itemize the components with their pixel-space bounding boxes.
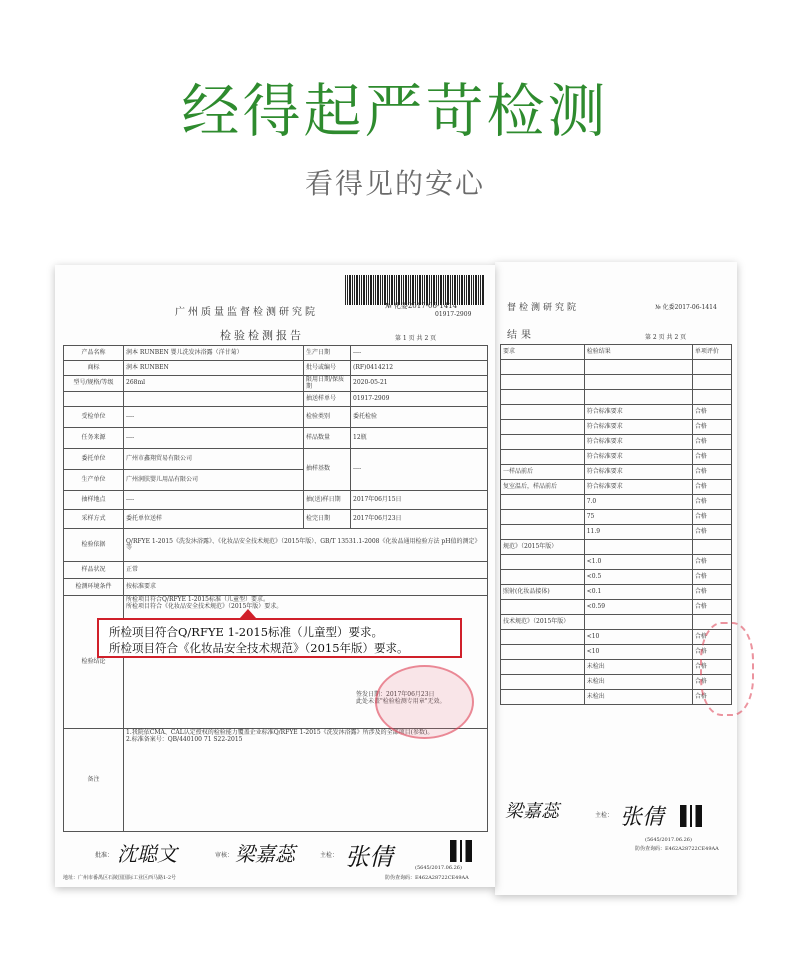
value-batch: (RF)0414212: [351, 361, 488, 376]
back-cell-item: 一样品前后: [501, 465, 585, 480]
back-cell-result: 符合标准要求: [584, 450, 692, 465]
back-cell-eval: 合格: [692, 495, 731, 510]
back-cell-eval: 合格: [692, 630, 731, 645]
label-env: 检测环境条件: [64, 579, 124, 596]
table-row: [501, 510, 732, 525]
label-sampling-method: 采样方式: [64, 510, 124, 529]
label-sample-base: 抽样基数: [304, 449, 351, 491]
value-check-type: 委托检验: [351, 407, 488, 428]
back-cell-result: [584, 390, 692, 405]
back-code-line: (5645/2017.06.26): [645, 837, 692, 843]
value-sample-state: 正常: [124, 562, 488, 579]
value-commissioner: 广州市鑫翔贸易有限公司: [124, 449, 304, 470]
chief-label: 主检：: [320, 852, 339, 859]
qr-code-icon: [450, 840, 472, 862]
reviewer-signature: 梁嘉蕊: [235, 842, 295, 866]
back-chief-label: 主检：: [595, 812, 614, 819]
back-cell-item: [501, 555, 585, 570]
back-cell-item: [501, 525, 585, 540]
table-row: [501, 570, 732, 585]
report-page-1: [55, 265, 495, 887]
back-cell-item: [501, 675, 585, 690]
back-cell-eval: 合格: [692, 525, 731, 540]
back-cell-eval: 合格: [692, 555, 731, 570]
back-cell-item: [501, 420, 585, 435]
back-cell-result: <10: [584, 645, 692, 660]
back-chief-signature: 张倩: [620, 805, 665, 830]
back-cell-eval: 合格: [692, 480, 731, 495]
label-sample-no: 抽送样单号: [304, 392, 351, 407]
table-row: [501, 390, 732, 405]
back-cell-eval: 合格: [692, 405, 731, 420]
back-cell-item: 技术规范》（2015年版）: [501, 615, 585, 630]
back-cell-result: 符合标准要求: [584, 420, 692, 435]
table-row: [501, 480, 732, 495]
label-product-name: 产品名称: [64, 346, 124, 361]
back-cell-eval: 合格: [692, 600, 731, 615]
back-cell-item: [501, 600, 585, 615]
back-cell-eval: 合格: [692, 465, 731, 480]
back-cell-item: [501, 660, 585, 675]
value-prod-date: ----: [351, 346, 488, 361]
back-cell-result: 符合标准要求: [584, 435, 692, 450]
front-report-sub-no: 01917-2909: [435, 311, 472, 318]
callout-pointer-icon: [240, 609, 256, 618]
small-conclusion-2: 所检项目符合《化妆品安全技术规范》（2015年版）要求。: [126, 602, 283, 610]
table-row: [501, 555, 732, 570]
callout-line-1: 所检项目符合Q/RFYE 1-2015标准（儿童型）要求。: [109, 625, 384, 639]
front-info-table: [63, 345, 488, 832]
table-row: [501, 405, 732, 420]
back-cell-item: [501, 690, 585, 705]
front-report-no: № 化委2017-06-1414: [385, 302, 458, 310]
table-row: [501, 450, 732, 465]
label-prod-date: 生产日期: [304, 346, 351, 361]
label-sampling-place: 抽样地点: [64, 491, 124, 510]
sign-date: 签发日期：2017年06月23日: [356, 691, 435, 699]
back-verify-line: 防伪查询码：E462A28722CE49AA: [635, 846, 719, 852]
back-cell-result: <0.59: [584, 600, 692, 615]
table-row: [501, 360, 732, 375]
small-conclusion-1: 所检项目符合Q/RFYE 1-2015标准（儿童型）要求。: [126, 596, 269, 604]
back-cell-item: [501, 570, 585, 585]
back-cell-eval: 合格: [692, 570, 731, 585]
reviewer-label: 审核：: [215, 852, 234, 859]
note-2: 2.标准备案号：QB/440100 71 S22-2015: [126, 735, 243, 743]
label-batch: 批号或编号: [304, 361, 351, 376]
back-cell-item: 规范》（2015年版）: [501, 540, 585, 555]
table-row: [501, 540, 732, 555]
label-model: 型号/规格/等级: [64, 376, 124, 392]
back-cell-eval: 合格: [692, 420, 731, 435]
label-client-unit: 受检单位: [64, 407, 124, 428]
back-cell-result: 75: [584, 510, 692, 525]
back-cell-eval: 合格: [692, 510, 731, 525]
label-commissioner: 委托单位: [64, 449, 124, 470]
label-task-source: 任务来源: [64, 428, 124, 449]
back-cell-eval: [692, 390, 731, 405]
back-seal-mark-icon: [700, 622, 754, 716]
label-basis: 检验依据: [64, 529, 124, 562]
back-cell-result: 符合标准要求: [584, 465, 692, 480]
back-cell-eval: [692, 360, 731, 375]
note-1: 1.我院依CMA、CAL认定授权的检验能力覆盖企业标准Q/RFYE 1-2015《洗发沐浴露》所涉及的全部项目(参数)。: [126, 729, 434, 737]
back-cell-result: 未检出: [584, 675, 692, 690]
back-cell-result: <10: [584, 630, 692, 645]
front-verify-line: 防伪查询码：E462A28722CE49AA: [385, 875, 469, 881]
back-head-req: 要求: [501, 345, 585, 360]
back-cell-item: [501, 405, 585, 420]
table-row: [501, 690, 732, 705]
back-page-info: 第 2 页 共 2 页: [645, 334, 687, 341]
label-expiry: 限用日期/保质期: [304, 376, 351, 392]
back-cell-item: [501, 450, 585, 465]
back-cell-result: 11.9: [584, 525, 692, 540]
front-institute: 广州质量监督检测研究院: [175, 307, 318, 318]
back-cell-item: [501, 390, 585, 405]
back-cell-eval: 合格: [692, 690, 731, 705]
back-cell-item: 复室温后，样品前后: [501, 480, 585, 495]
back-cell-eval: 合格: [692, 435, 731, 450]
back-qr-code-icon: [680, 805, 702, 827]
value-basis: Q/RFYE 1-2015《洗发沐浴露》、《化妆品安全技术规范》（2015年版）、GB/T 13531.1-2008《化妆品通用检验方法 pH值的测定》等: [124, 529, 488, 562]
table-row: [501, 525, 732, 540]
back-cell-eval: 合格: [692, 645, 731, 660]
table-row: [501, 465, 732, 480]
official-seal-icon: [375, 665, 474, 739]
chief-signature: 张倩: [345, 843, 393, 871]
table-row: [501, 645, 732, 660]
value-finish-date: 2017年06月23日: [351, 510, 488, 529]
label-receive-date: 抽(送)样日期: [304, 491, 351, 510]
value-brand: 润本 RUNBEN: [124, 361, 304, 376]
report-page-2: [495, 262, 737, 895]
back-cell-item: 照射(化妆品接体): [501, 585, 585, 600]
table-row: [501, 615, 732, 630]
back-cell-item: [501, 360, 585, 375]
back-cell-item: [501, 435, 585, 450]
back-report-no: № 化委2017-06-1414: [655, 304, 717, 311]
table-row: [501, 675, 732, 690]
back-cell-result: 7.0: [584, 495, 692, 510]
label-finish-date: 检完日期: [304, 510, 351, 529]
stamp-note: 此处未盖"检验检测专用章"无效。: [356, 697, 446, 705]
label-sample-state: 样品状况: [64, 562, 124, 579]
table-row: [501, 630, 732, 645]
value-sample-base: ----: [351, 449, 488, 491]
value-receive-date: 2017年06月15日: [351, 491, 488, 510]
back-cell-item: [501, 495, 585, 510]
value-producer: 广州润肤婴儿用品有限公司: [124, 470, 304, 491]
table-row: [501, 600, 732, 615]
value-model: 268ml: [124, 376, 304, 392]
value-sample-no: 01917-2909: [351, 392, 488, 407]
back-cell-result: <1.0: [584, 555, 692, 570]
front-code-line: (5645/2017.06.26): [415, 865, 462, 871]
approver-signature: 沈聪文: [117, 842, 177, 866]
value-task-source: ----: [124, 428, 304, 449]
back-cell-result: [584, 540, 692, 555]
back-cell-result: <0.1: [584, 585, 692, 600]
front-page-info: 第 1 页 共 2 页: [395, 335, 437, 342]
back-cell-item: [501, 510, 585, 525]
back-cell-eval: 合格: [692, 660, 731, 675]
label-conclusion: 检验结论: [64, 596, 124, 729]
back-cell-result: <0.5: [584, 570, 692, 585]
approver-label: 批准：: [95, 852, 114, 859]
back-cell-result: [584, 615, 692, 630]
back-cell-result: 未检出: [584, 660, 692, 675]
value-expiry: 2020-05-21: [351, 376, 488, 392]
back-institute: 督检测研究院: [507, 303, 580, 313]
table-row: [501, 495, 732, 510]
label-sample-qty: 样品数量: [304, 428, 351, 449]
table-row: [501, 435, 732, 450]
back-cell-eval: [692, 540, 731, 555]
back-cell-result: 符合标准要求: [584, 480, 692, 495]
back-result-title: 结果: [507, 330, 535, 341]
back-cell-item: [501, 630, 585, 645]
back-cell-eval: 合格: [692, 450, 731, 465]
back-reviewer-signature: 梁嘉蕊: [505, 801, 559, 822]
front-address: 地址：广州市番禺区石陵国国际工业区西马路1-2号: [63, 875, 177, 881]
back-head-single: 单项评价: [692, 345, 731, 360]
back-cell-result: 未检出: [584, 690, 692, 705]
back-cell-result: [584, 360, 692, 375]
value-env: 按标准要求: [124, 579, 488, 596]
value-sampling-place: ----: [124, 491, 304, 510]
back-cell-item: [501, 375, 585, 390]
back-cell-result: 符合标准要求: [584, 405, 692, 420]
back-cell-eval: 合格: [692, 675, 731, 690]
label-note: 备注: [64, 729, 124, 832]
label-check-type: 检验类别: [304, 407, 351, 428]
back-cell-eval: 合格: [692, 585, 731, 600]
conclusion-callout: [97, 618, 462, 658]
back-cell-item: [501, 645, 585, 660]
callout-line-2: 所检项目符合《化妆品安全技术规范》（2015年版）要求。: [109, 641, 409, 655]
back-head-result: 检验结果: [584, 345, 692, 360]
table-row: [501, 420, 732, 435]
table-row: [501, 660, 732, 675]
value-client-unit: ----: [124, 407, 304, 428]
value-sample-qty: 12瓶: [351, 428, 488, 449]
table-row: [501, 585, 732, 600]
value-product-name: 润本 RUNBEN 婴儿洗发沐浴露（洋甘菊）: [124, 346, 304, 361]
label-producer: 生产单位: [64, 470, 124, 491]
table-row: [501, 375, 732, 390]
value-sampling-method: 委托单位送样: [124, 510, 304, 529]
hero-subtitle: 看得见的安心: [304, 167, 485, 200]
hero-title: 经得起严苛检测: [181, 77, 609, 145]
label-brand: 商标: [64, 361, 124, 376]
back-cell-eval: [692, 375, 731, 390]
back-cell-result: [584, 375, 692, 390]
front-report-title: 检验检测报告: [220, 329, 304, 342]
back-results-table: [500, 344, 732, 705]
